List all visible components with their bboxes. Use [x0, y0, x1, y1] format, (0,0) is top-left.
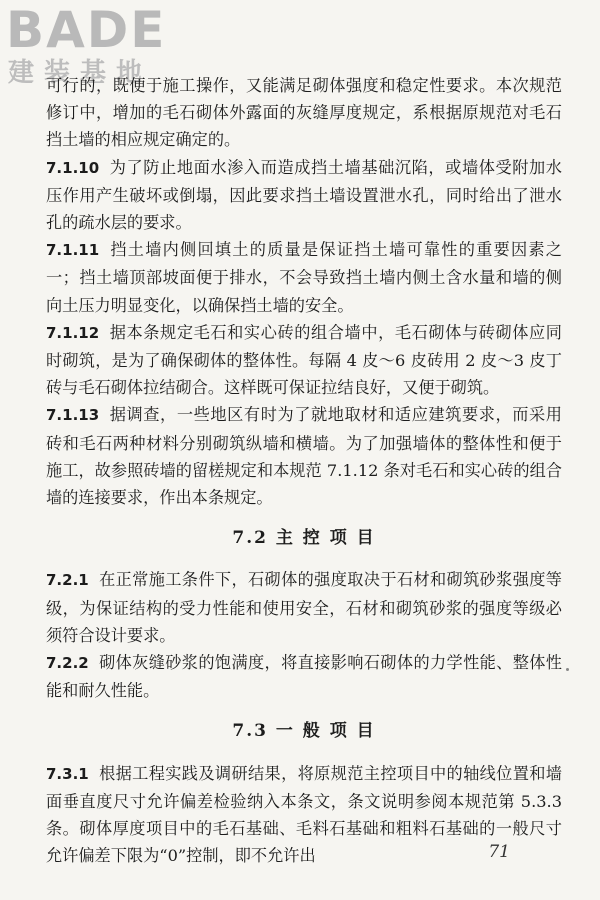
document-body [46, 72, 562, 869]
watermark-cjk-text: 建装基地 [8, 58, 153, 88]
clause-7-1-11 [46, 236, 562, 319]
clause-7-1-10 [46, 154, 562, 237]
page-number: 71 [488, 842, 510, 862]
clause-text: 在正常施工条件下，石砌体的强度取决于石材和砌筑砂浆强度等级，为保证结构的受力性能和使用安全，石材和砌筑砂浆的强度等级必须符合设计要求。 [46, 570, 562, 645]
clause-number: 7.3.1 [46, 764, 89, 783]
clause-number: 7.1.10 [46, 158, 100, 177]
clause-text: 为了防止地面水渗入而造成挡土墙基础沉陷，或墙体受附加水压作用产生破坏或倒塌，因此要求挡土墙设置泄水孔，同时给出了泄水孔的疏水层的要求。 [46, 157, 562, 233]
clause-text: 据调查，一些地区有时为了就地取材和适应建筑要求，而采用砖和毛石两种材料分别砌筑纵墙和横墙。为了加强墙体的整体性和便于施工，故参照砖墙的留槎规定和本规范 7.1.12 条对毛石和实心砖的组合墙的连接要求，作出本条规定。 [46, 405, 562, 508]
clause-7-2-2 [46, 649, 562, 704]
clause-7-1-13 [46, 401, 562, 511]
clause-number: 7.1.12 [46, 323, 100, 342]
clause-7-2-1 [46, 566, 562, 649]
clause-text: 挡土墙内侧回填土的质量是保证挡土墙可靠性的重要因素之一；挡土墙顶部坡面便于排水，不会导致挡土墙内侧土含水量和墙的侧向土压力明显变化，以确保挡土墙的安全。 [46, 240, 562, 315]
section-heading-7-3: 7.3 一 般 项 目 [232, 721, 376, 742]
clause-number: 7.2.1 [46, 571, 89, 590]
clause-7-3-1 [46, 760, 562, 870]
paragraph-continuation [46, 72, 562, 154]
clause-number: 7.1.13 [46, 406, 100, 425]
clause-text: 据本条规定毛石和实心砖的组合墙中，毛石砌体与砖砌体应同时砌筑，是为了确保砌体的整体性。每隔 4 皮～6 皮砖用 2 皮～3 皮丁砖与毛石砌体拉结砌合。这样既可保证拉结良好，又便于砌筑。 [46, 322, 562, 398]
clause-text: 根据工程实践及调研结果，将原规范主控项目中的轴线位置和墙面垂直度尺寸允许偏差检验纳入本条文，条文说明参阅本规范第 5.3.3 条。砌体厚度项目中的毛石基础、毛料石基础和粗料石基础的一般尺寸允许偏差下限为“0”控制，即不允许出 [46, 763, 562, 866]
watermark-latin-text: BADE [6, 1, 167, 59]
clause-number: 7.2.2 [46, 654, 89, 673]
scan-speck [566, 668, 569, 671]
paragraph-text: 可行的，既便于施工操作，又能满足砌体强度和稳定性要求。本次规范修订中，增加的毛石砌体外露面的灰缝厚度规定，系根据原规范对毛石挡土墙的相应规定确定的。 [46, 76, 562, 150]
clause-7-1-12 [46, 319, 562, 402]
clause-text: 砌体灰缝砂浆的饱满度，将直接影响石砌体的力学性能、整体性能和耐久性能。 [46, 653, 562, 701]
section-heading-7-2: 7.2 主 控 项 目 [232, 528, 376, 549]
clause-number: 7.1.11 [46, 241, 100, 260]
